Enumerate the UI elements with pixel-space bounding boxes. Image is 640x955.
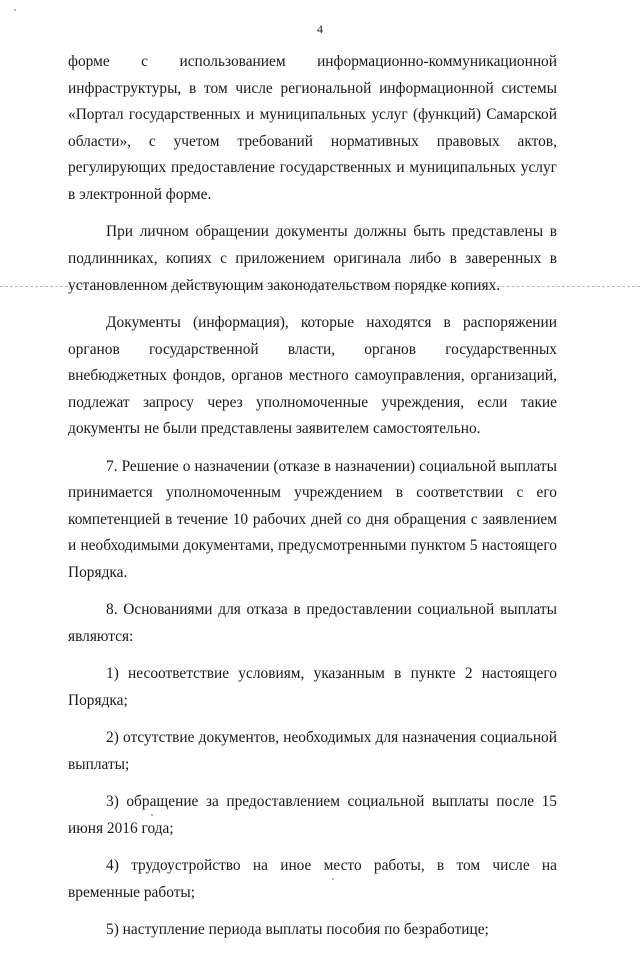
paragraph: Документы (информация), которые находятся в распоряжении органов государственной власти, органов государственных внебюджетных фондов, органов местного самоуправления, организаций, подлежат запросу через уполномоченные учреждения, если такие документы не были представлены заявителем самостоятельно.	[68, 313, 557, 438]
list-item: 3) обращение за предоставлением социальной выплаты после 15 июня 2016 года;	[68, 793, 557, 838]
page-number: 4	[317, 22, 323, 36]
scan-speck	[14, 9, 16, 11]
list-item: 1) несоответствие условиям, указанным в пункте 2 настоящего Порядка;	[68, 665, 557, 710]
document-body	[68, 49, 557, 955]
paragraph: 7. Решение о назначении (отказе в назначении) социальной выплаты принимается уполномоченным учреждением в соответствии с его компетенцией в течение 10 рабочих дней со дня обращения с заявлением и необходимыми документами, предусмотренными пунктом 5 настоящего Порядка.	[68, 457, 557, 582]
paragraph-continuation: форме с использованием информационно-коммуникационной инфраструктуры, в том числе региональной информационной системы «Портал государственных и муниципальных услуг (функций) Самарской области», с учетом требований нормативных правовых актов, регулирующих предоставление государственных и муниципальных услуг в электронной форме.	[68, 53, 557, 203]
paragraph: 8. Основаниями для отказа в предоставлении социальной выплаты являются:	[68, 601, 557, 646]
list-item: 4) трудоустройство на иное место работы, в том числе на временные работы;	[68, 857, 557, 901]
list-item: 2) отсутствие документов, необходимых для назначения социальной выплаты;	[68, 729, 557, 774]
paragraph: При личном обращении документы должны быть представлены в подлинниках, копиях с приложением оригинала либо в заверенных в установленном действующим законодательством порядке копиях.	[68, 223, 557, 294]
list-item: 5) наступление периода выплаты пособия по безработице;	[106, 921, 489, 939]
